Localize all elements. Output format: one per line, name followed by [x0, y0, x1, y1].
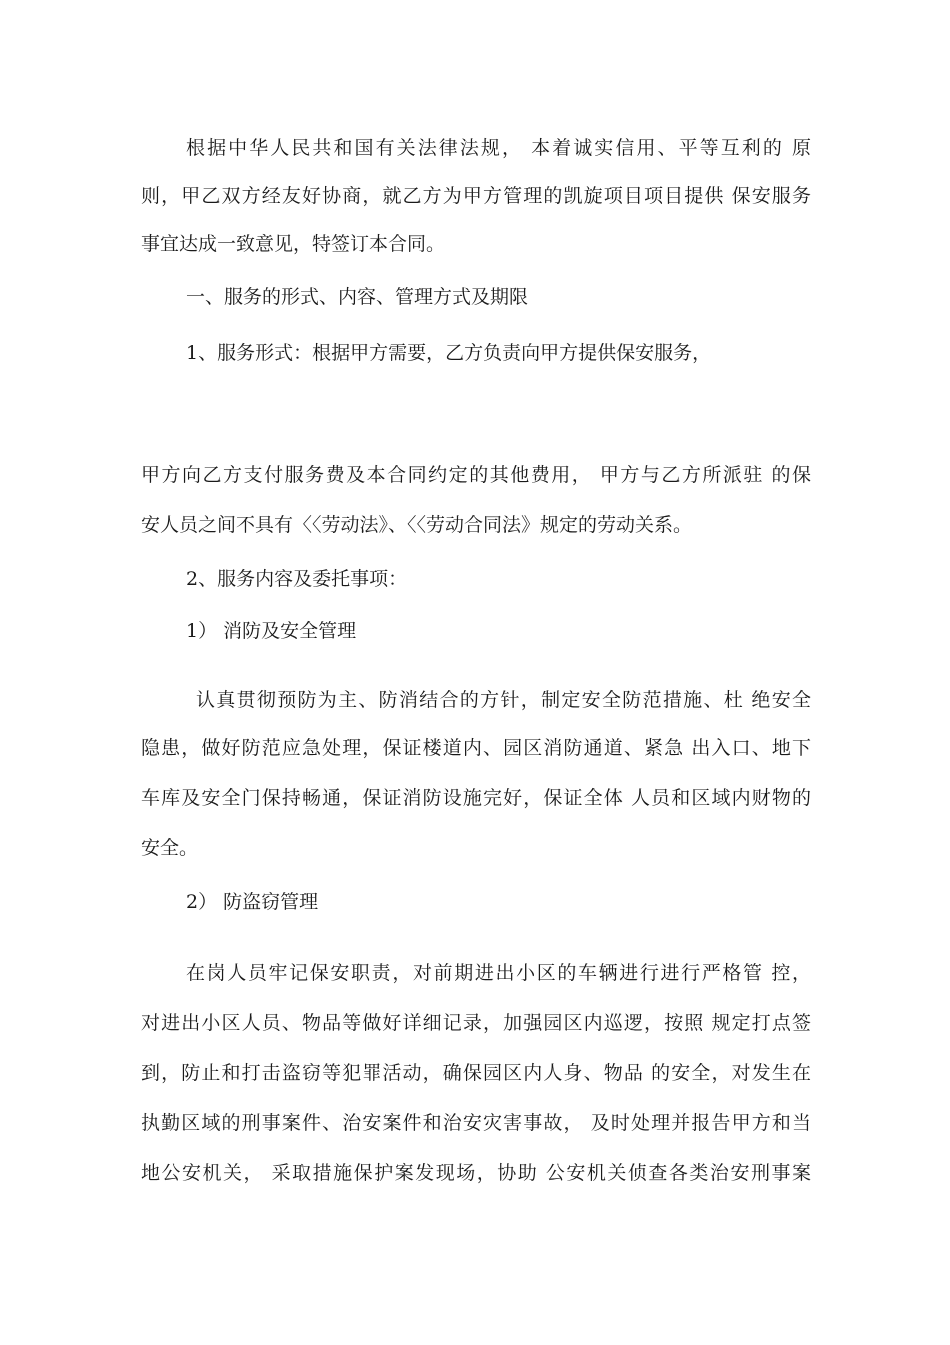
paragraph-intro-line-1: 根据中华人民共和国有关法律法规， 本着诚实信用、平等互利的 原	[186, 137, 811, 159]
anti-theft-line-2: 对进出小区人员、物品等做好详细记录，加强园区内巡逻，按照 规定打点签	[141, 1012, 811, 1034]
anti-theft-line-3: 到，防止和打击盗窃等犯罪活动，确保园区内人身、物品 的安全，对发生在	[141, 1062, 811, 1084]
item-heading-fire-safety: 1） 消防及安全管理	[186, 620, 357, 642]
section-heading-1: 一、服务的形式、内容、管理方式及期限	[186, 286, 529, 308]
fire-safety-line-1: 认真贯彻预防为主、防消结合的方针，制定安全防范措施、杜 绝安全	[196, 689, 811, 711]
item-heading-anti-theft: 2） 防盗窃管理	[186, 891, 319, 913]
subsection-heading-2: 2、服务内容及委托事项：	[186, 568, 408, 590]
fire-safety-line-4: 安全。	[141, 837, 199, 859]
anti-theft-line-5: 地公安机关， 采取措施保护案发现场，协助 公安机关侦查各类治安刑事案	[141, 1162, 811, 1184]
anti-theft-line-1: 在岗人员牢记保安职责，对前期进出小区的车辆进行进行严格管 控，	[186, 962, 811, 984]
service-form-line-2: 甲方向乙方支付服务费及本合同约定的其他费用， 甲方与乙方所派驻 的保	[141, 464, 811, 486]
fire-safety-line-2: 隐患，做好防范应急处理，保证楼道内、园区消防通道、紧急 出入口、地下	[141, 737, 811, 759]
service-form-line-3: 安人员之间不具有〈〈劳动法》、〈〈劳动合同法》规定的劳动关系。	[141, 514, 693, 536]
paragraph-intro-line-3: 事宜达成一致意见，特签订本合同。	[141, 233, 446, 255]
fire-safety-line-3: 车库及安全门保持畅通，保证消防设施完好，保证全体 人员和区域内财物的	[141, 787, 811, 809]
anti-theft-line-4: 执勤区域的刑事案件、治安案件和治安灾害事故， 及时处理并报告甲方和当	[141, 1112, 811, 1134]
paragraph-intro-line-2: 则，甲乙双方经友好协商，就乙方为甲方管理的凯旋项目项目提供 保安服务	[141, 185, 811, 207]
service-form-line-1: 1、服务形式：根据甲方需要，乙方负责向甲方提供保安服务，	[186, 342, 712, 364]
